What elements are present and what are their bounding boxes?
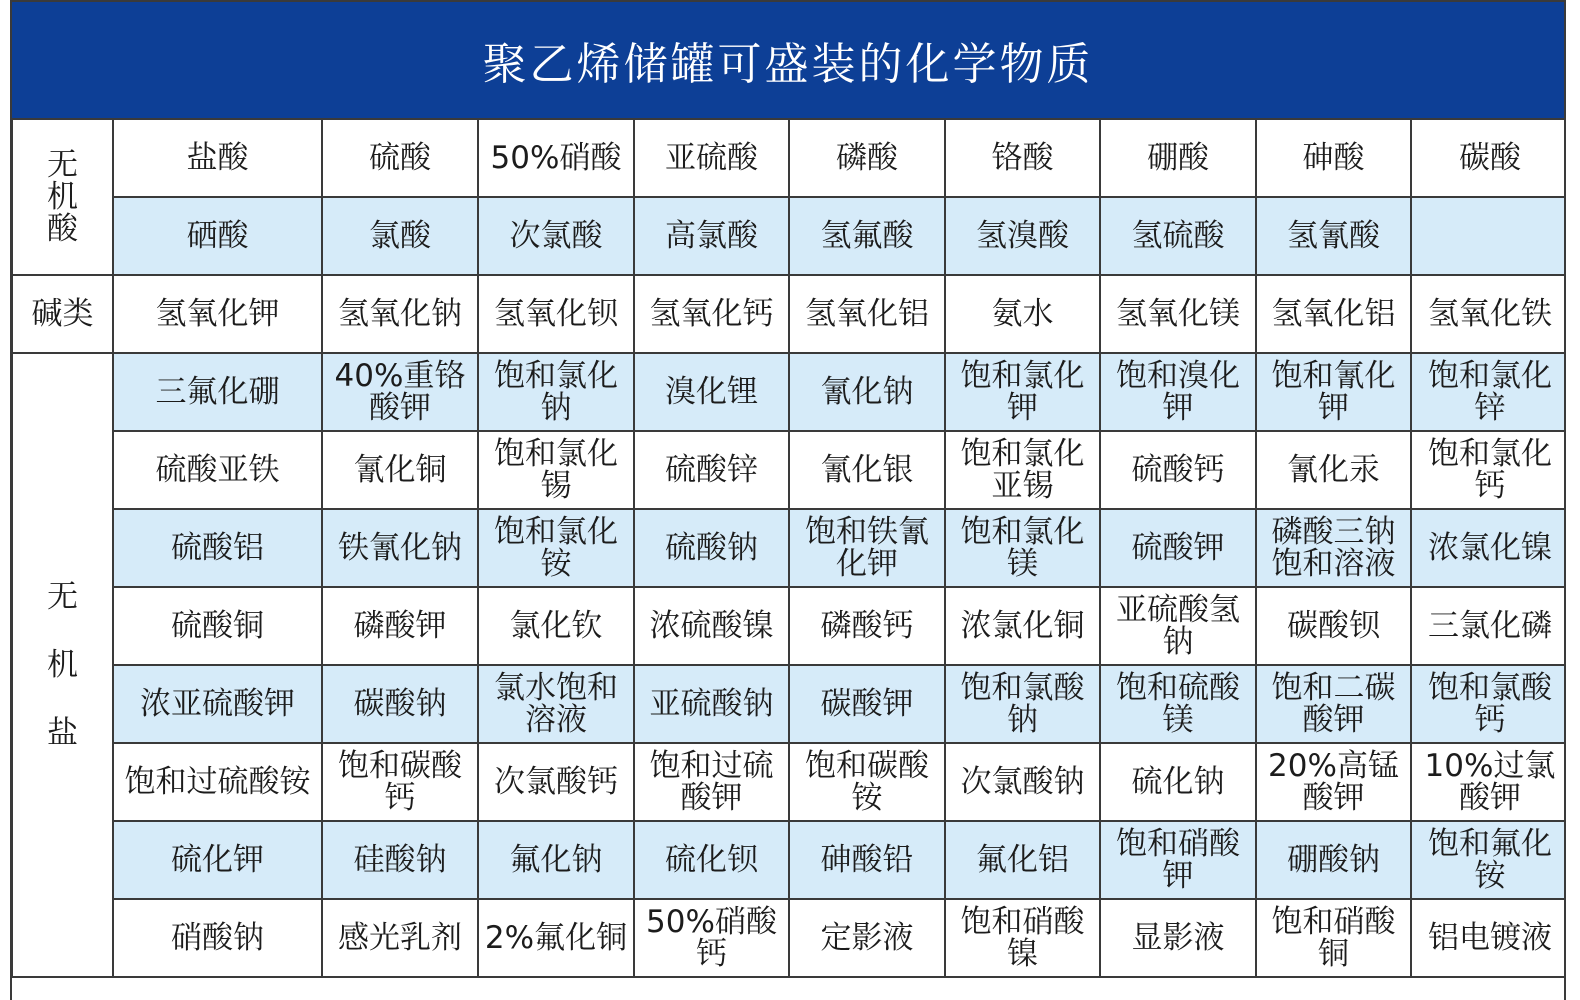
chemical-cell: 饱和碳酸钙 [322,743,478,821]
chemical-cell: 氯酸 [322,197,478,275]
chemical-cell: 硫酸锌 [634,431,789,509]
chemical-table-frame [10,0,1566,1000]
chemical-cell: 亚硫酸钠 [634,665,789,743]
chemical-table [11,118,1566,978]
chemical-cell: 硫酸铜 [113,587,322,665]
chemical-cell: 氯化钦 [478,587,634,665]
category-name: 无机酸 [47,147,78,247]
chemical-cell: 硫酸钾 [1100,509,1256,587]
chemical-cell: 10%过氯酸钾 [1411,743,1566,821]
chemical-cell: 碳酸钠 [322,665,478,743]
chemical-cell: 氢氧化铁 [1411,275,1566,353]
table-row [12,743,1566,821]
chemical-cell: 铝电镀液 [1411,899,1566,977]
chemical-cell: 碳酸钡 [1256,587,1411,665]
table-row [12,275,1566,353]
chemical-cell: 饱和氯化锡 [478,431,634,509]
chemical-cell: 磷酸 [789,119,945,197]
chemical-cell: 碳酸钾 [789,665,945,743]
chemical-cell: 次氯酸钠 [945,743,1100,821]
chemical-cell: 氢氧化钙 [634,275,789,353]
table-row [12,119,1566,197]
chemical-cell: 饱和氯化钾 [945,353,1100,431]
table-row [12,509,1566,587]
chemical-cell: 感光乳剂 [322,899,478,977]
category-label [12,353,113,977]
chemical-cell: 氢氧化钡 [478,275,634,353]
chemical-cell: 氢硫酸 [1100,197,1256,275]
chemical-cell: 饱和过硫酸铵 [113,743,322,821]
chemical-cell: 20%高锰酸钾 [1256,743,1411,821]
chemical-cell: 氢氧化铝 [789,275,945,353]
chemical-cell: 50%硝酸 [478,119,634,197]
chemical-cell: 50%硝酸钙 [634,899,789,977]
table-row [12,197,1566,275]
chemical-cell: 饱和氯化镁 [945,509,1100,587]
chemical-cell: 铁氰化钠 [322,509,478,587]
table-row [12,587,1566,665]
chemical-cell: 次氯酸 [478,197,634,275]
chemical-cell: 饱和氯酸钠 [945,665,1100,743]
chemical-cell: 亚硫酸氢钠 [1100,587,1256,665]
chemical-cell: 硼酸 [1100,119,1256,197]
chemical-cell: 饱和氯化钙 [1411,431,1566,509]
chemical-cell: 饱和氯化锌 [1411,353,1566,431]
category-name: 碱类 [31,296,94,332]
chemical-cell: 盐酸 [113,119,322,197]
table-row [12,431,1566,509]
chemical-cell: 氢氟酸 [789,197,945,275]
category-label [12,119,113,275]
chemical-cell: 硫酸 [322,119,478,197]
chemical-cell: 饱和硫酸镁 [1100,665,1256,743]
chemical-cell: 氯水饱和溶液 [478,665,634,743]
chemical-cell: 砷酸 [1256,119,1411,197]
chemical-cell: 硫化钾 [113,821,322,899]
chemical-cell: 氢氧化铝 [1256,275,1411,353]
table-row [12,899,1566,977]
chemical-cell: 次氯酸钙 [478,743,634,821]
chemical-cell: 定影液 [789,899,945,977]
chemical-cell: 饱和二碳酸钾 [1256,665,1411,743]
chemical-cell: 2%氟化铜 [478,899,634,977]
chemical-cell: 饱和氟化铵 [1411,821,1566,899]
chemical-cell: 饱和硝酸镍 [945,899,1100,977]
chemical-cell: 砷酸铅 [789,821,945,899]
chemical-cell: 饱和氯化铵 [478,509,634,587]
chemical-cell: 饱和氯化钠 [478,353,634,431]
chemical-cell: 饱和溴化钾 [1100,353,1256,431]
chemical-cell: 硫化钠 [1100,743,1256,821]
table-row [12,353,1566,431]
title-banner [12,2,1564,118]
chemical-cell: 饱和氯化亚锡 [945,431,1100,509]
chemical-cell: 氢氧化钾 [113,275,322,353]
table-row [12,665,1566,743]
chemical-cell: 硒酸 [113,197,322,275]
category-label [12,275,113,353]
chemical-cell: 饱和硝酸铜 [1256,899,1411,977]
chemical-cell: 高氯酸 [634,197,789,275]
chemical-cell: 浓氯化镍 [1411,509,1566,587]
chemical-cell: 硫酸铝 [113,509,322,587]
chemical-cell: 硫酸钙 [1100,431,1256,509]
chemical-cell: 铬酸 [945,119,1100,197]
chemical-cell: 溴化锂 [634,353,789,431]
chemical-cell: 碳酸 [1411,119,1566,197]
chemical-cell [1411,197,1566,275]
chemical-cell: 磷酸三钠饱和溶液 [1256,509,1411,587]
chemical-cell: 磷酸钾 [322,587,478,665]
chemical-cell: 硝酸钠 [113,899,322,977]
category-name: 无机盐 [47,579,78,751]
chemical-cell: 饱和碳酸铵 [789,743,945,821]
chemical-cell: 硅酸钠 [322,821,478,899]
chemical-cell: 氟化铝 [945,821,1100,899]
chemical-cell: 饱和氯酸钙 [1411,665,1566,743]
chemical-cell: 氟化钠 [478,821,634,899]
chemical-cell: 饱和过硫酸钾 [634,743,789,821]
chemical-cell: 浓硫酸镍 [634,587,789,665]
chemical-cell: 饱和氰化钾 [1256,353,1411,431]
chemical-cell: 硫化钡 [634,821,789,899]
chemical-cell: 浓亚硫酸钾 [113,665,322,743]
chemical-cell: 硼酸钠 [1256,821,1411,899]
chemical-cell: 硫酸亚铁 [113,431,322,509]
chemical-cell: 显影液 [1100,899,1256,977]
chemical-cell: 氰化铜 [322,431,478,509]
chemical-cell: 磷酸钙 [789,587,945,665]
chemical-cell: 氨水 [945,275,1100,353]
chemical-cell: 氢氧化镁 [1100,275,1256,353]
chemical-cell: 40%重铬酸钾 [322,353,478,431]
chemical-cell: 氢氰酸 [1256,197,1411,275]
chemical-cell: 饱和铁氰化钾 [789,509,945,587]
chemical-cell: 氢氧化钠 [322,275,478,353]
chemical-cell: 饱和硝酸钾 [1100,821,1256,899]
chemical-cell: 浓氯化铜 [945,587,1100,665]
chemical-cell: 氢溴酸 [945,197,1100,275]
chemical-cell: 氰化银 [789,431,945,509]
chemical-cell: 氰化钠 [789,353,945,431]
page-title: 聚乙烯储罐可盛装的化学物质 [482,39,1094,90]
chemical-cell: 三氯化磷 [1411,587,1566,665]
chemical-cell: 硫酸钠 [634,509,789,587]
chemical-cell: 三氟化硼 [113,353,322,431]
chemical-cell: 氰化汞 [1256,431,1411,509]
table-row [12,821,1566,899]
chemical-cell: 亚硫酸 [634,119,789,197]
